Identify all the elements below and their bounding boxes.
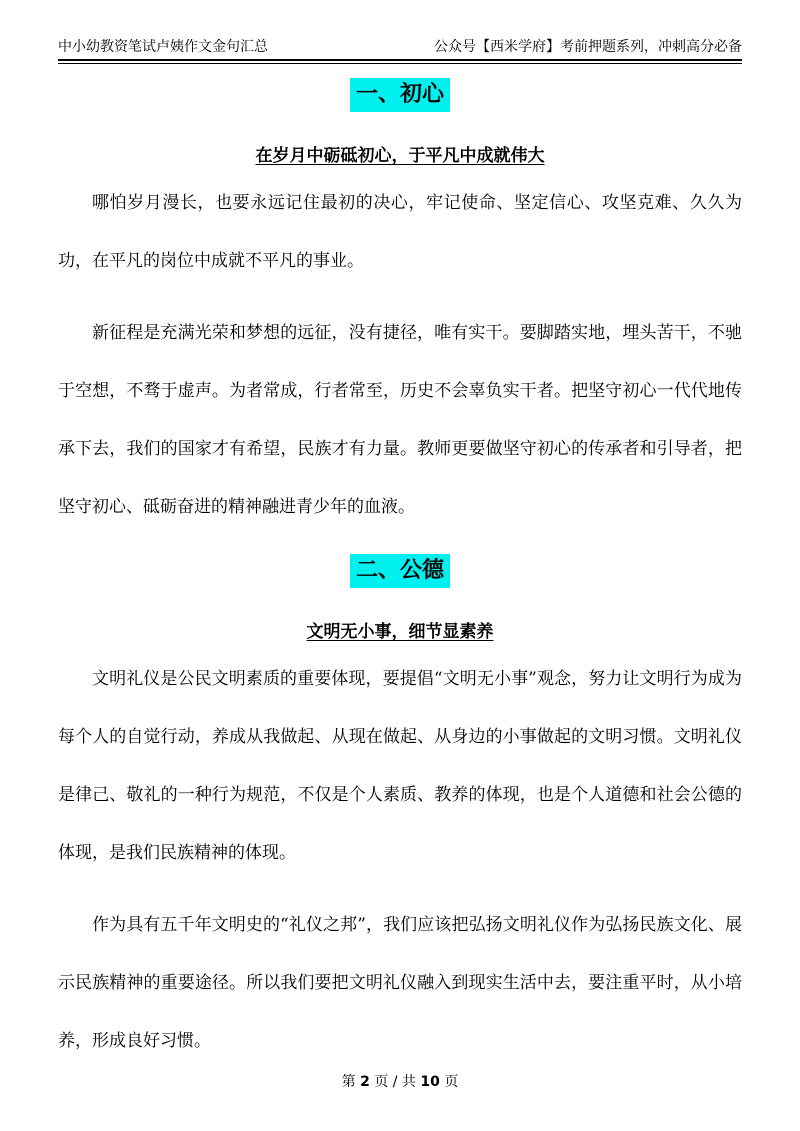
- section-subtitle: [58, 144, 742, 168]
- footer-suffix: 页: [444, 1074, 459, 1090]
- header-rule: [58, 59, 742, 61]
- page-header: [58, 37, 742, 59]
- paragraph: 文明礼仪是公民文明素质的重要体现，要提倡“文明无小事”观念，努力让文明行为成为每个人的自觉行动，养成从我做起、从现在做起、从身边的小事做起的文明习惯。文明礼仪是律己、敬礼的一种行为规范，不仅是个人素质、教养的体现，也是个人道德和社会公德的体现，是我们民族精神的体现。: [58, 669, 742, 863]
- footer-page-number: 2: [360, 1074, 370, 1090]
- section-heading-text: 一、初心: [350, 78, 450, 112]
- paragraph: 哪怕岁月漫长，也要永远记住最初的决心，牢记使命、坚定信心、攻坚克难、久久为功，在平凡的岗位中成就不平凡的事业。: [58, 193, 742, 271]
- section-heading: [58, 78, 742, 114]
- section-subtitle-text: 在岁月中砺砥初心，于平凡中成就伟大: [255, 146, 545, 166]
- section-heading: [58, 554, 742, 590]
- footer-mid: 页 / 共: [374, 1074, 416, 1090]
- footer-total-pages: 10: [420, 1074, 440, 1090]
- section-chuxin: [58, 78, 742, 536]
- section-subtitle-text: 文明无小事，细节显素养: [306, 622, 494, 642]
- paragraph: 新征程是充满光荣和梦想的远征，没有捷径，唯有实干。要脚踏实地，埋头苦干，不驰于空想，不骛于虚声。为者常成，行者常至，历史不会辜负实干者。把坚守初心一代代地传承下去，我们的国家才有希望，民族才有力量。教师更要做坚守初心的传承者和引导者，把坚守初心、砥砺奋进的精神融进青少年的血液。: [58, 323, 742, 517]
- footer-prefix: 第: [341, 1074, 356, 1090]
- section-subtitle: [58, 620, 742, 644]
- paragraph: 作为具有五千年文明史的“礼仪之邦”，我们应该把弘扬文明礼仪作为弘扬民族文化、展示民族精神的重要途径。所以我们要把文明礼仪融入到现实生活中去，要注重平时，从小培养，形成良好习惯。: [58, 915, 742, 1051]
- header-source: 公众号【西米学府】考前押题系列，冲刺高分必备: [434, 39, 742, 55]
- section-heading-text: 二、公德: [350, 554, 450, 588]
- header-doc-title: 中小幼教资笔试卢姨作文金句汇总: [58, 39, 268, 55]
- page-content: [58, 78, 742, 1084]
- page-footer: [0, 1072, 800, 1092]
- section-gongde: [58, 554, 742, 1070]
- header-rule-thin: [58, 63, 742, 64]
